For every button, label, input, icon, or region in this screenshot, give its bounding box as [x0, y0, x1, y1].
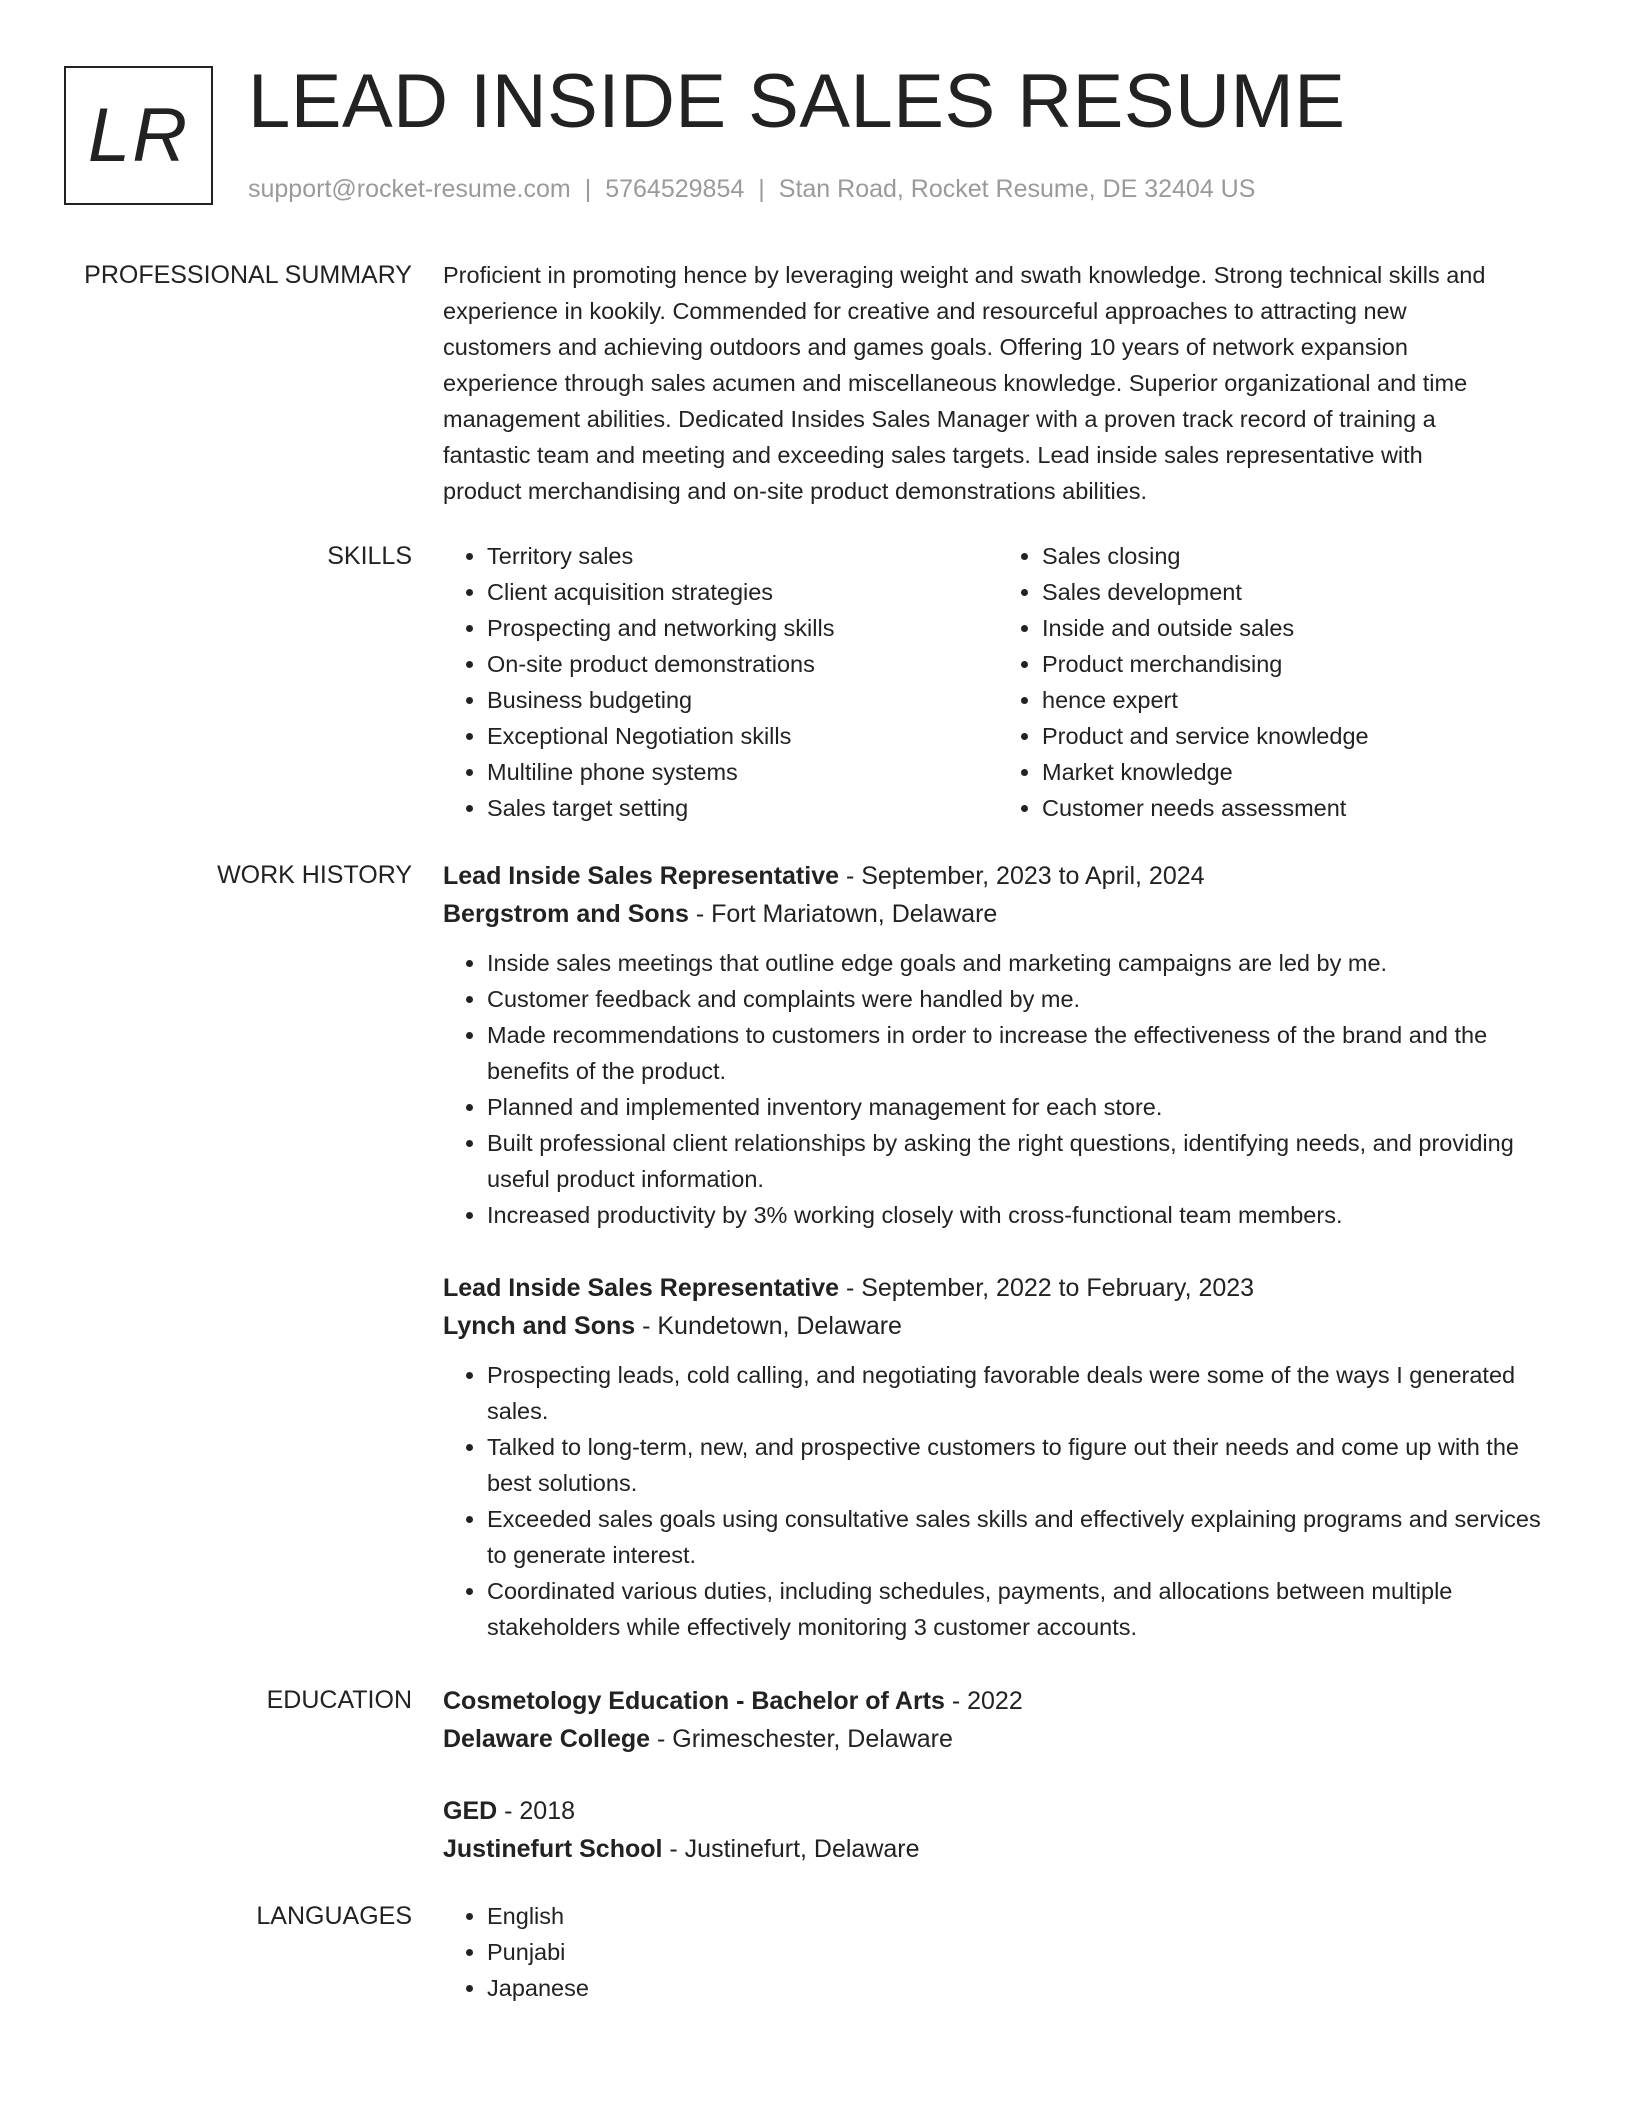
summary-body	[443, 257, 1553, 509]
education-entry	[443, 1682, 1553, 1758]
job-bullets	[443, 1357, 1553, 1645]
section-label-skills: SKILLS	[327, 542, 412, 570]
job-entry	[443, 857, 1553, 1233]
job-bullet: • Planned and implemented inventory management for each store.	[487, 1089, 1553, 1125]
skill-item: • Customer needs assessment	[1042, 790, 1553, 826]
summary-line: management abilities. Dedicated Insides Sales Manager with a proven track record of training a	[443, 406, 1436, 432]
education-school: Delaware College	[443, 1725, 651, 1753]
contact-separator: |	[758, 175, 765, 203]
summary-line: fantastic team and meeting and exceeding sales targets. Lead inside sales representative with	[443, 442, 1423, 468]
skill-item: • Product and service knowledge	[1042, 718, 1553, 754]
skill-item: • Exceptional Negotiation skills	[487, 718, 998, 754]
job-title-line	[443, 1269, 1553, 1307]
education-location: - Grimeschester, Delaware	[650, 1725, 953, 1753]
job-company: Lynch and Sons	[443, 1312, 636, 1340]
contact-phone: 5764529854	[605, 175, 745, 203]
job-company-line	[443, 1307, 1553, 1345]
summary-line: customers and achieving outdoors and games goals. Offering 10 years of network expansion	[443, 334, 1408, 360]
skill-item: • hence expert	[1042, 682, 1553, 718]
skill-item: • Territory sales	[487, 538, 998, 574]
education-school-line	[443, 1720, 1553, 1758]
skill-item: • Prospecting and networking skills	[487, 610, 998, 646]
contact-separator: |	[584, 175, 592, 203]
summary-line: Proficient in promoting hence by leveraging weight and swath knowledge. Strong technical skills and	[443, 262, 1486, 288]
summary-line: product merchandising and on-site product demonstrations abilities.	[443, 478, 1148, 504]
job-company: Bergstrom and Sons	[443, 900, 689, 928]
job-bullet: • Customer feedback and complaints were handled by me.	[487, 981, 1553, 1017]
job-title-line	[443, 857, 1553, 895]
contact-line	[248, 174, 1255, 204]
skills-list-left	[443, 538, 998, 826]
job-bullet: • Exceeded sales goals using consultative sales skills and effectively explaining programs and services to generate interest.	[487, 1501, 1553, 1573]
monogram-logo	[64, 66, 213, 205]
education-degree: Cosmetology Education - Bachelor of Arts	[443, 1687, 945, 1715]
job-bullet: • Built professional client relationships by asking the right questions, identifying needs, and providing useful product information.	[487, 1125, 1553, 1197]
monogram-text: LR	[87, 92, 190, 178]
education-school-line	[443, 1830, 1553, 1868]
job-bullet: • Talked to long-term, new, and prospective customers to figure out their needs and come up with the best solutions.	[487, 1429, 1553, 1501]
skill-item: • Sales target setting	[487, 790, 998, 826]
job-bullet: • Increased productivity by 3% working closely with cross-functional team members.	[487, 1197, 1553, 1233]
contact-address: Stan Road, Rocket Resume, DE 32404 US	[778, 175, 1256, 203]
contact-email: support@rocket-resume.com	[248, 175, 571, 203]
languages-body	[443, 1898, 1553, 2006]
skills-list-right	[998, 538, 1553, 826]
summary-line: experience in kookily. Commended for creative and resourceful approaches to attracting new	[443, 298, 1407, 324]
job-bullet: • Prospecting leads, cold calling, and negotiating favorable deals were some of the ways I generated sales.	[487, 1357, 1553, 1429]
summary-line: experience through sales acumen and miscellaneous knowledge. Superior organizational and time	[443, 370, 1468, 396]
skill-item: • Market knowledge	[1042, 754, 1553, 790]
job-company-line	[443, 895, 1553, 933]
job-dates: - September, 2023 to April, 2024	[839, 862, 1205, 890]
section-label-languages: LANGUAGES	[256, 1902, 412, 1930]
job-location: - Fort Mariatown, Delaware	[688, 900, 998, 928]
skill-item: • Product merchandising	[1042, 646, 1553, 682]
skill-item: • Client acquisition strategies	[487, 574, 998, 610]
resume-title: LEAD INSIDE SALES RESUME	[248, 59, 1346, 144]
skill-item: • Sales closing	[1042, 538, 1553, 574]
job-bullets	[443, 945, 1553, 1233]
education-year: - 2022	[944, 1687, 1023, 1715]
section-label-summary: PROFESSIONAL SUMMARY	[84, 261, 412, 289]
job-bullet: • Inside sales meetings that outline edge goals and marketing campaigns are led by me.	[487, 945, 1553, 981]
education-year: - 2018	[497, 1797, 576, 1825]
language-item: • Punjabi	[487, 1934, 1553, 1970]
skill-item: • Business budgeting	[487, 682, 998, 718]
job-dates: - September, 2022 to February, 2023	[839, 1274, 1255, 1302]
skill-item: • Multiline phone systems	[487, 754, 998, 790]
education-degree: GED	[443, 1797, 498, 1825]
job-location: - Kundetown, Delaware	[635, 1312, 902, 1340]
education-degree-line	[443, 1682, 1553, 1720]
job-entry	[443, 1269, 1553, 1645]
job-title: Lead Inside Sales Representative	[443, 862, 840, 890]
skill-item: • Sales development	[1042, 574, 1553, 610]
job-title: Lead Inside Sales Representative	[443, 1274, 840, 1302]
languages-list	[443, 1898, 1553, 2006]
education-location: - Justinefurt, Delaware	[662, 1835, 920, 1863]
language-item: • Japanese	[487, 1970, 1553, 2006]
job-bullet: • Made recommendations to customers in order to increase the effectiveness of the brand and the benefits of the product.	[487, 1017, 1553, 1089]
skills-columns	[443, 538, 1553, 826]
education-entry	[443, 1792, 1553, 1868]
skill-item: • Inside and outside sales	[1042, 610, 1553, 646]
education-school: Justinefurt School	[443, 1835, 663, 1863]
skill-item: • On-site product demonstrations	[487, 646, 998, 682]
section-label-education: EDUCATION	[266, 1686, 412, 1714]
section-label-work: WORK HISTORY	[217, 861, 412, 889]
education-degree-line	[443, 1792, 1553, 1830]
job-bullet: • Coordinated various duties, including schedules, payments, and allocations between multiple stakeholders while effectively monitoring 3 customer accounts.	[487, 1573, 1553, 1645]
language-item: • English	[487, 1898, 1553, 1934]
